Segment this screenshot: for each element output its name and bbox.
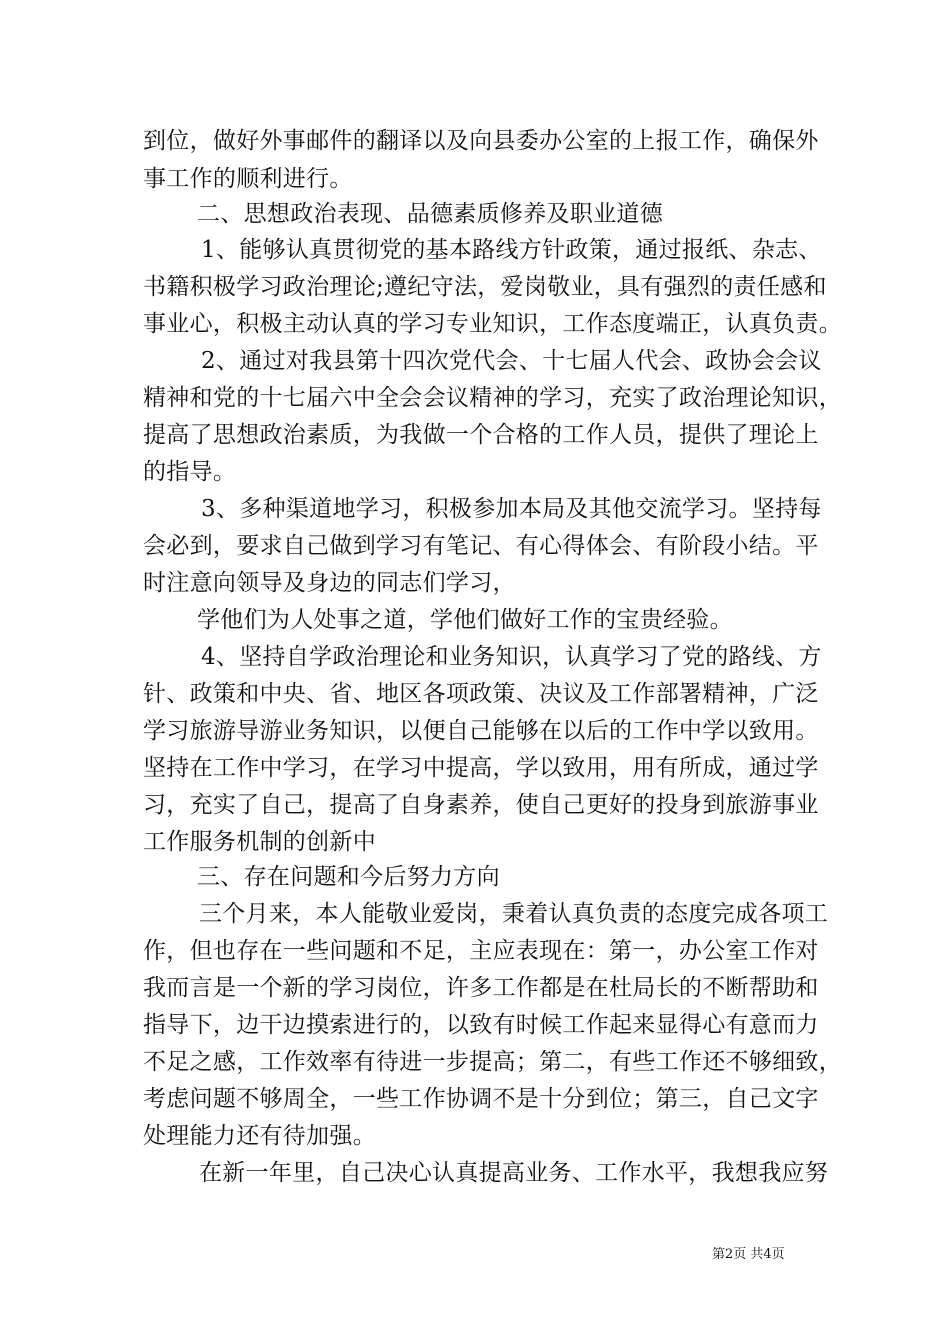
text-line: 1、能够认真贯彻党的基本路线方针政策，通过报纸、杂志、 xyxy=(201,237,822,263)
section-heading: 三、存在问题和今后努力方向 xyxy=(197,864,500,890)
text-line: 时注意向领导及身边的同志们学习， xyxy=(143,570,516,596)
text-line: 学他们为人处事之道，学他们做好工作的宝贵经验。 xyxy=(197,607,733,633)
text-line: 处理能力还有待加强。 xyxy=(143,1123,376,1149)
text-line: 事工作的顺利进行。 xyxy=(143,166,353,192)
text-line: 三个月来，本人能敬业爱岗，秉着认真负责的态度完成各项工 xyxy=(199,901,829,927)
text-line: 提高了思想政治素质，为我做一个合格的工作人员，提供了理论上 xyxy=(143,422,819,448)
section-heading: 二、思想政治表现、品德素质修养及职业道德 xyxy=(197,201,663,227)
text-line: 考虑问题不够周全，一些工作协调不是十分到位；第三，自己文字 xyxy=(143,1086,819,1112)
text-line: 书籍积极学习政治理论;遵纪守法，爱岗敬业，具有强烈的责任感和 xyxy=(143,274,827,300)
text-line: 事业心，积极主动认真的学习专业知识，工作态度端正，认真负责。 xyxy=(143,311,842,337)
text-line: 针、政策和中央、省、地区各项政策、决议及工作部署精神，广泛 xyxy=(143,681,819,707)
text-line: 指导下，边干边摸索进行的，以致有时候工作起来显得心有意而力 xyxy=(143,1012,819,1038)
text-line: 学习旅游导游业务知识，以便自己能够在以后的工作中学以致用。 xyxy=(143,718,819,744)
text-line: 的指导。 xyxy=(143,459,237,485)
text-line: 4、坚持自学政治理论和业务知识，认真学习了党的路线、方 xyxy=(201,644,822,670)
text-line: 在新一年里，自己决心认真提高业务、工作水平，我想我应努 xyxy=(199,1160,829,1186)
text-line: 会必到，要求自己做到学习有笔记、有心得体会、有阶段小结。平 xyxy=(143,533,819,559)
text-line: 我而言是一个新的学习岗位，许多工作都是在杜局长的不断帮助和 xyxy=(143,975,819,1001)
text-line: 工作服务机制的创新中 xyxy=(143,829,376,855)
text-line: 精神和党的十七届六中全会会议精神的学习，充实了政治理论知识， xyxy=(143,385,842,411)
text-line: 不足之感，工作效率有待进一步提高；第二，有些工作还不够细致， xyxy=(143,1049,842,1075)
text-line: 2、通过对我县第十四次党代会、十七届人代会、政协会会议 xyxy=(201,348,822,374)
text-line: 习，充实了自己，提高了自身素养，使自己更好的投身到旅游事业 xyxy=(143,792,819,818)
text-line: 坚持在工作中学习，在学习中提高，学以致用，用有所成，通过学 xyxy=(143,755,819,781)
page-indicator: 第2页 共4页 xyxy=(712,1247,785,1262)
text-line: 作，但也存在一些问题和不足，主应表现在：第一，办公室工作对 xyxy=(143,938,819,964)
text-line: 到位，做好外事邮件的翻译以及向县委办公室的上报工作，确保外 xyxy=(143,128,819,154)
text-line: 3、多种渠道地学习，积极参加本局及其他交流学习。坚持每 xyxy=(201,496,822,522)
